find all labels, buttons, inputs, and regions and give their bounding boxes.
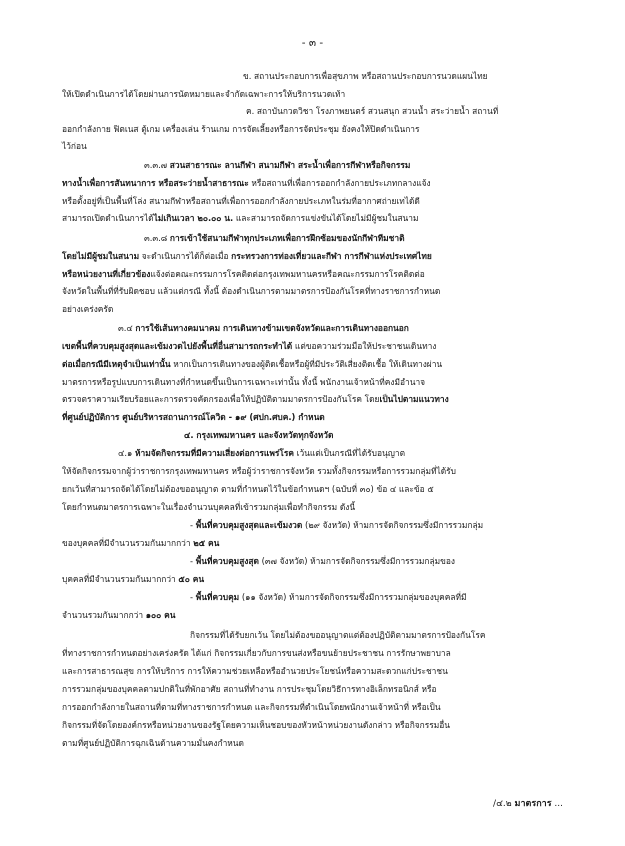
text-run: ออกกำลังกาย ฟิตเนส ตู้เกม เครื่องเล่น ร้านเกม การจัดเลี้ยงหรือการจัดประชุม ยังคงให้ปิดดำเนินการ xyxy=(62,124,420,134)
text-line xyxy=(62,196,420,206)
bold-text-run: การเข้าใช้สนามกีฬาทุกประเภทเพื่อการฝึกซ้อมของนักกีฬาทีมชาติ xyxy=(169,233,405,243)
bold-text-run: พื้นที่ควบคุมสูงสุดและเข้มงวด xyxy=(195,520,303,530)
text-line xyxy=(246,106,498,116)
bold-text-run: กระทรวงการท่องเที่ยวและกีฬา การกีฬาแห่งประเทศไทย xyxy=(231,251,432,261)
text-run: กิจกรรมที่ได้รับยกเว้น โดยไม่ต้องขออนุญาตแต่ต้องปฏิบัติตามมาตรการป้องกันโรค xyxy=(190,630,486,640)
text-line xyxy=(62,269,425,279)
text-line xyxy=(62,738,244,748)
text-run: ค. สถาบันกวดวิชา โรงภาพยนตร์ สวนสนุก สวนน้ำ สระว่ายน้ำ สถานที่ xyxy=(246,106,499,116)
continuation-suffix: ... xyxy=(551,799,563,809)
text-line xyxy=(184,430,333,440)
text-run: ๓.๓.๗ xyxy=(144,160,170,170)
text-run: แต่ขอความร่วมมือให้ประชาชนเดินทาง xyxy=(292,341,437,351)
continuation-note xyxy=(493,796,563,810)
text-run: จะดำเนินการได้ก็ต่อเมื่อ xyxy=(139,251,232,261)
text-line xyxy=(62,412,325,422)
text-run: - xyxy=(190,592,196,602)
text-line xyxy=(62,648,451,658)
text-run: ให้จัดกิจกรรมจากผู้ว่าราชการกรุงเทพมหานคร หรือผู้ว่าราชการจังหวัด รวมทั้งกิจกรรมหรือการรวมกลุ่มที่ได้รับ xyxy=(62,466,456,476)
text-line xyxy=(62,394,449,404)
bold-text-run: สวนสาธารณะ ลานกีฬา สนามกีฬา สระน้ำเพื่อการกีฬาหรือกิจกรรม xyxy=(169,160,411,170)
text-line xyxy=(190,556,455,566)
text-run: ข. สถานประกอบการเพื่อสุขภาพ หรือสถานประกอบการนวดแผนไทย xyxy=(243,71,488,81)
text-line xyxy=(62,304,113,314)
text-run: (๑๑ จังหวัด) ห้ามการจัดกิจกรรมซึ่งมีการรวมกลุ่มของบุคคลที่มี xyxy=(239,592,467,602)
text-run: สามารถเปิดดำเนินการได้ xyxy=(62,213,154,223)
text-run: โดยกำหนดมาตรการเฉพาะในเรื่องจำนวนบุคคลที่เข้ารวมกลุ่มเพื่อทำกิจกรรม ดังนี้ xyxy=(62,502,356,512)
text-run: ให้เปิดดำเนินการได้โดยผ่านการนัดหมายและจำกัดเฉพาะการให้บริการนวดเท้า xyxy=(62,89,346,99)
text-run: ๓.๔ xyxy=(118,323,136,333)
text-line xyxy=(62,502,355,512)
text-run: หรือตั้งอยู่ที่เป็นพื้นที่โล่ง สนามกีฬาหรือสถานที่เพื่อการออกกำลังกายประเภทในร่มที่อากาศถ่ายเทได้ดี xyxy=(62,196,420,206)
bold-text-run: ทางน้ำเพื่อการสันทนาการ หรือสระว่ายน้ำสาธารณะ xyxy=(62,178,249,188)
bold-text-run: หรือหน่วยงานที่เกี่ยวข้อง xyxy=(62,269,151,279)
bold-text-run: การใช้เส้นทางคมนาคม การเดินทางข้ามเขตจังหวัดและการเดินทางออกนอก xyxy=(135,323,409,333)
text-line xyxy=(118,448,405,458)
bold-text-run: ๕๐ คน xyxy=(178,574,205,584)
text-line xyxy=(62,720,450,730)
text-run: ที่ทางราชการกำหนดอย่างเคร่งครัด ได้แก่ กิจกรรมเกี่ยวกับการขนส่งหรือขนย้ายประชาชน การรักษาพยาบาล xyxy=(62,648,451,658)
text-run: จังหวัดในพื้นที่ที่รับผิดชอบ แล้วแต่กรณี ทั้งนี้ ต้องดำเนินการตามมาตรการป้องกันโรคที่ทางราชการกำหนด xyxy=(62,286,441,296)
text-run: ไว้ก่อน xyxy=(62,141,87,151)
text-line xyxy=(243,71,488,81)
text-run: การออกกำลังกายในสถานที่ตามที่ทางราชการกำหนด และกิจกรรมที่ดำเนินโดยพนักงานเจ้าหน้าที่ หรือเป็น xyxy=(62,702,441,712)
text-run: กิจกรรมที่จัดโดยองค์กรหรือหน่วยงานของรัฐโดยความเห็นชอบของหัวหน้าหน่วยงานดังกล่าว หรือกิจกรรมอื่น xyxy=(62,720,451,730)
text-line xyxy=(62,666,448,676)
text-run: และสามารถจัดการแข่งขันได้โดยไม่มีผู้ชมในสนาม xyxy=(233,213,419,223)
page-number: - ๓ - xyxy=(301,37,324,49)
text-line xyxy=(62,359,442,369)
bold-text-run: ห้ามจัดกิจกรรมที่มีความเสี่ยงต่อการแพร่โรค xyxy=(134,448,294,458)
text-run: การรวมกลุ่มของบุคคลตามปกติในที่พักอาศัย สถานที่ทำงาน การประชุมโดยวิธีการทางอิเล็กทรอนิกส์ หรือ xyxy=(62,684,437,694)
bold-text-run: ไม่เกินเวลา ๒๐.๐๐ น. xyxy=(153,213,234,223)
text-line xyxy=(62,702,441,712)
text-line xyxy=(190,520,483,530)
bold-text-run: พื้นที่ควบคุมสูงสุด xyxy=(195,556,259,566)
text-line xyxy=(62,213,419,223)
text-run: จำนวนรวมกันมากกว่า xyxy=(62,610,146,620)
text-line xyxy=(190,630,485,640)
continuation-prefix: /๔.๒ xyxy=(493,799,515,809)
text-line xyxy=(62,286,440,296)
bold-text-run: ต่อเมื่อกรณีมีเหตุจำเป็นเท่านั้น xyxy=(62,359,171,369)
text-line xyxy=(62,341,436,351)
text-run: - xyxy=(190,556,196,566)
text-run: ของบุคคลที่มีจำนวนรวมกันมากกว่า xyxy=(62,538,194,548)
text-run: (๒๙ จังหวัด) ห้ามการจัดกิจกรรมซึ่งมีการรวมกลุ่ม xyxy=(302,520,484,530)
text-run: อย่างเคร่งครัด xyxy=(62,304,114,314)
text-run: ยกเว้นที่สามารถจัดได้โดยไม่ต้องขออนุญาต ตามที่กำหนดไว้ในข้อกำหนดฯ (ฉบับที่ ๓๐) ข้อ ๔ และข้อ ๕ xyxy=(62,484,434,494)
text-line xyxy=(62,251,432,261)
bold-text-run: ๔. กรุงเทพมหานคร และจังหวัดทุกจังหวัด xyxy=(184,430,334,440)
text-line xyxy=(62,574,204,584)
bold-text-run: เขตพื้นที่ควบคุมสูงสุดและเข้มงวดไปยังพื้นที่อื่นสามารถกระทำได้ xyxy=(62,341,293,351)
text-line xyxy=(62,484,434,494)
text-line xyxy=(62,610,176,620)
text-run: หรือสถานที่เพื่อการออกกำลังกายประเภทกลางแจ้ง xyxy=(248,178,431,188)
text-run: ตามที่ศูนย์ปฏิบัติการฉุกเฉินด้านความมั่นคงกำหนด xyxy=(62,738,244,748)
text-run: - xyxy=(190,520,196,530)
text-line xyxy=(118,323,409,333)
text-run: เว้นแต่เป็นกรณีที่ได้รับอนุญาต xyxy=(293,448,406,458)
text-line xyxy=(62,466,456,476)
text-line xyxy=(62,178,431,188)
text-run: (๓๗ จังหวัด) ห้ามการจัดกิจกรรมซึ่งมีการรวมกลุ่มของ xyxy=(258,556,455,566)
text-run: แจ้งต่อคณะกรรมการโรคติดต่อกรุงเทพมหานครหรือคณะกรรมการโรคติดต่อ xyxy=(150,269,425,279)
bold-text-run: ๑๐๐ คน xyxy=(145,610,176,620)
bold-text-run: เป็นไปตามแนวทาง xyxy=(379,394,449,404)
bold-text-run: พื้นที่ควบคุม xyxy=(195,592,240,602)
text-line xyxy=(144,160,410,170)
text-run: หากเป็นการเดินทางของผู้ติดเชื้อหรือผู้ที่มีประวัติเสี่ยงติดเชื้อ ให้เดินทางผ่าน xyxy=(170,359,443,369)
text-line xyxy=(62,538,219,548)
text-line xyxy=(62,89,345,99)
text-line xyxy=(62,124,420,134)
text-line xyxy=(144,233,405,243)
text-run: ๔.๑ xyxy=(118,448,135,458)
text-line xyxy=(62,684,437,694)
bold-text-run: ๒๕ คน xyxy=(193,538,220,548)
text-run: และการสาธารณสุข การให้บริการ การให้ความช่วยเหลือหรืออำนวยประโยชน์หรือความสะดวกแก่ประชาชน xyxy=(62,666,448,676)
text-line xyxy=(62,377,425,387)
text-run: ๓.๓.๘ xyxy=(144,233,170,243)
bold-text-run: โดยไม่มีผู้ชมในสนาม xyxy=(62,251,140,261)
bold-text-run: ที่ศูนย์ปฏิบัติการ ศูนย์บริหารสถานการณ์โควิด - ๑๙ (ศปก.ศบค.) กำหนด xyxy=(62,412,325,422)
text-run: ตรวจตราความเรียบร้อยและการตรวจคัดกรองเพื่อให้ปฏิบัติตามมาตรการป้องกันโรค โดย xyxy=(62,394,380,404)
text-run: มาตรการหรือรูปแบบการเดินทางที่กำหนดขึ้นเป็นการเฉพาะเท่านั้น ทั้งนี้ พนักงานเจ้าหน้าที่คงมีอำนาจ xyxy=(62,377,426,387)
continuation-bold: มาตรการ xyxy=(514,799,552,809)
text-line xyxy=(190,592,467,602)
text-line xyxy=(62,141,87,151)
text-run: บุคคลที่มีจำนวนรวมกันมากกว่า xyxy=(62,574,179,584)
